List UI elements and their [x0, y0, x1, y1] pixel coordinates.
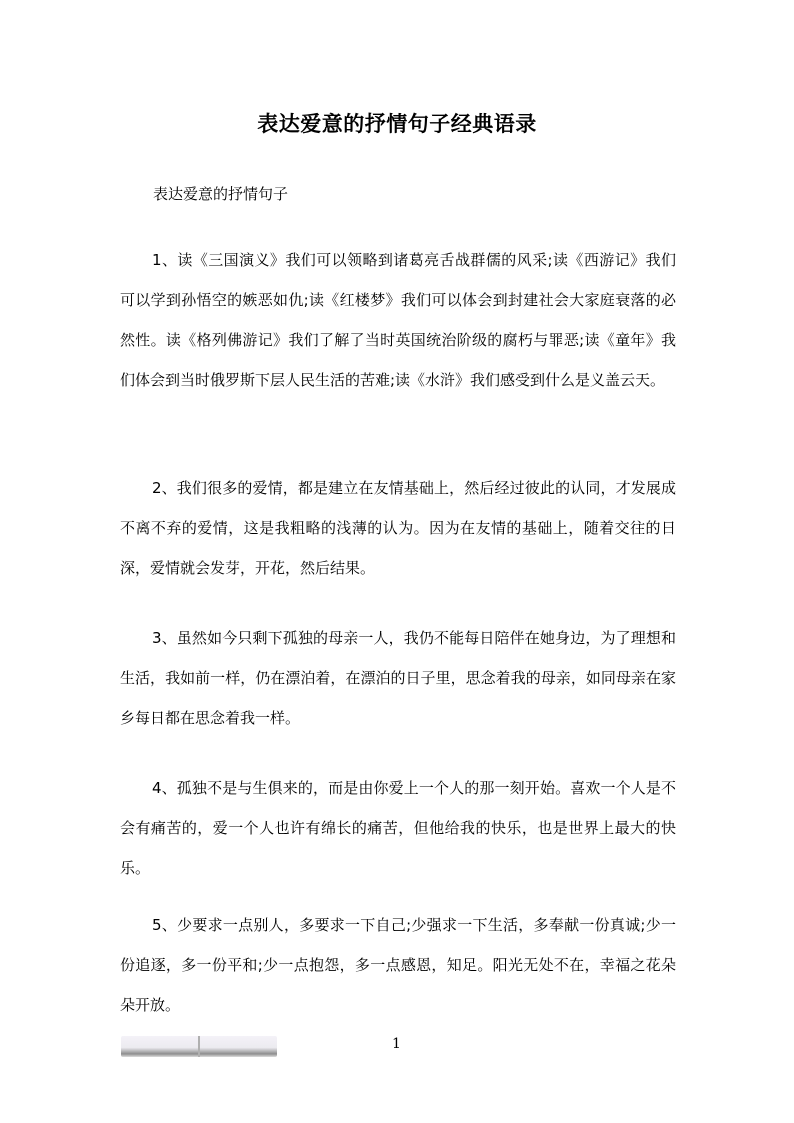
document-title: 表达爱意的抒情句子经典语录 [257, 111, 537, 136]
paragraph-2: 2、我们很多的爱情，都是建立在友情基础上，然后经过彼此的认同，才发展成不离不弃的爱情，这是我粗略的浅薄的认为。因为在友情的基础上，随着交往的日深，爱情就会发芽，开花，然后结果。 [120, 479, 676, 577]
paragraph-3: 3、虽然如今只剩下孤独的母亲一人，我仍不能每日陪伴在她身边，为了理想和生活，我如前一样，仍在漂泊着，在漂泊的日子里，思念着我的母亲，如同母亲在家乡每日都在思念着我一样。 [120, 629, 676, 727]
paragraph-5: 5、少要求一点别人，多要求一下自己;少强求一下生活，多奉献一份真诚;少一份追逐，多一份平和;少一点抱怨，多一点感恩，知足。阳光无处不在，幸福之花朵朵开放。 [120, 916, 676, 1014]
document-subtitle: 表达爱意的抒情句子 [153, 185, 289, 203]
open-book-icon [121, 1036, 277, 1057]
paragraph-4: 4、孤独不是与生俱来的，而是由你爱上一个人的那一刻开始。喜欢一个人是不会有痛苦的，爱一个人也许有绵长的痛苦，但他给我的快乐，也是世界上最大的快乐。 [120, 779, 676, 877]
paragraph-1: 1、读《三国演义》我们可以领略到诸葛亮舌战群儒的风采;读《西游记》我们可以学到孙悟空的嫉恶如仇;读《红楼梦》我们可以体会到封建社会大家庭衰落的必然性。读《格列佛游记》我们了解了当时英国统治阶级的腐朽与罪恶;读《童年》我们体会到当时俄罗斯下层人民生活的苦难;读《水浒》我们感受到什么是义盖云天。 [120, 251, 676, 389]
page-number: 1 [392, 1036, 401, 1052]
